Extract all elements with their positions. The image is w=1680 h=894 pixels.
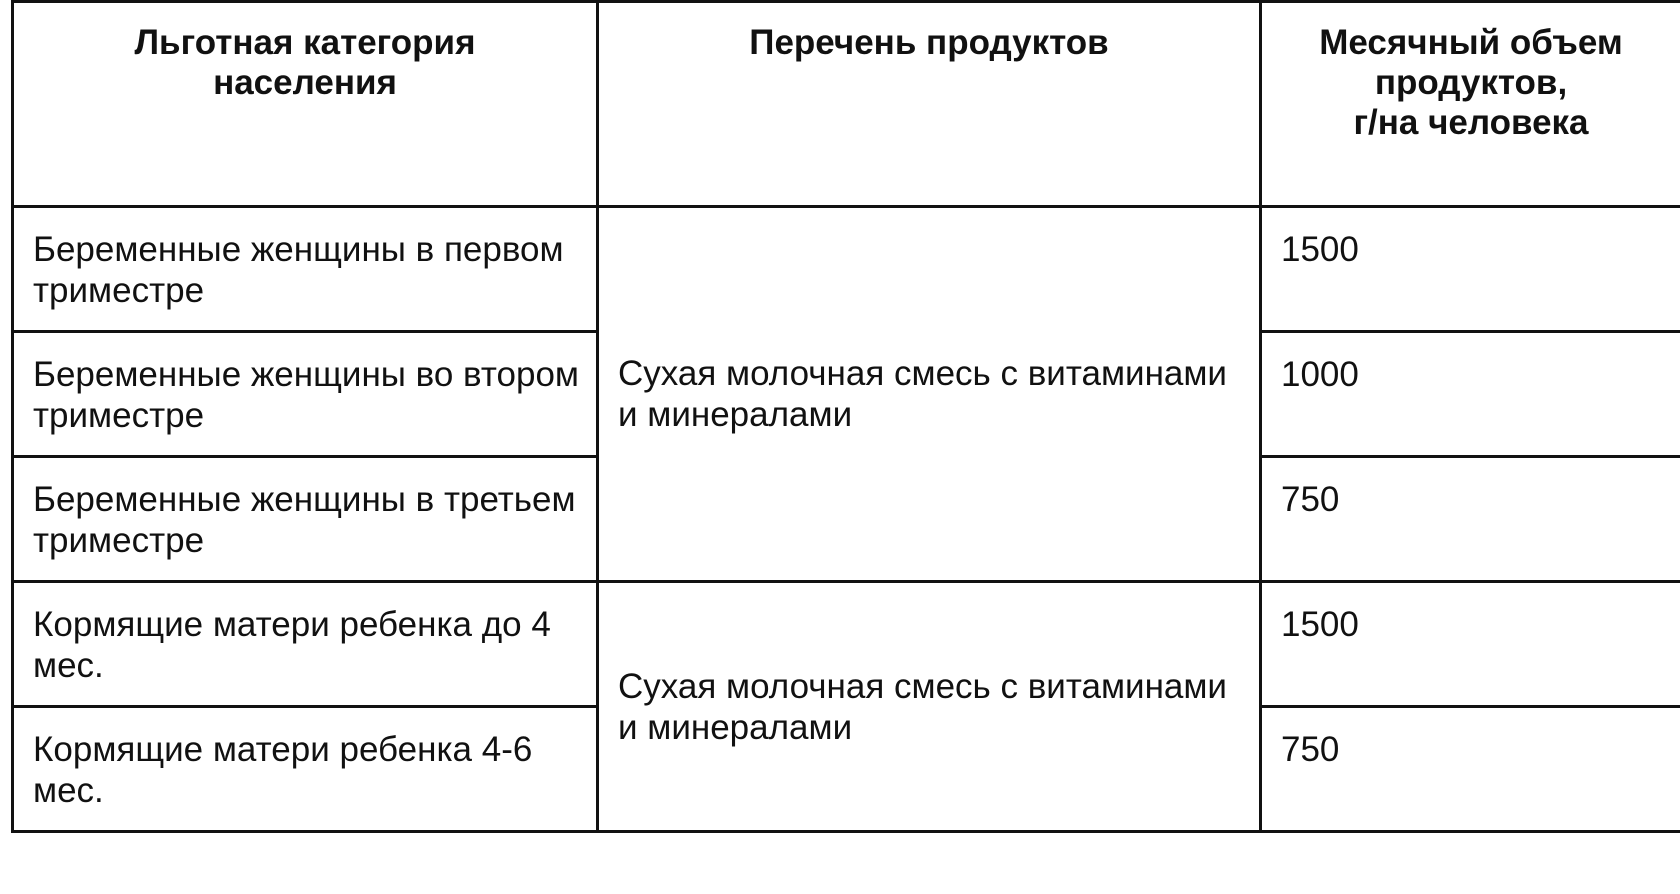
volume-cell: 750 — [1261, 707, 1680, 832]
volume-cell: 750 — [1261, 457, 1680, 582]
header-products: Перечень продуктов — [598, 2, 1261, 207]
category-cell: Беременные женщины в первом триместре — [13, 207, 598, 332]
category-cell: Кормящие матери ребенка 4-6 мес. — [13, 707, 598, 832]
product-cell: Сухая молочная смесь с витаминами и минералами — [598, 582, 1261, 832]
category-cell: Беременные женщины во втором триместре — [13, 332, 598, 457]
header-row — [13, 2, 1680, 207]
table-row — [13, 207, 1680, 332]
table-row — [13, 582, 1680, 707]
volume-cell: 1500 — [1261, 207, 1680, 332]
category-cell: Кормящие матери ребенка до 4 мес. — [13, 582, 598, 707]
benefits-table — [11, 0, 1680, 833]
volume-cell: 1500 — [1261, 582, 1680, 707]
header-category: Льготная категория населения — [13, 2, 598, 207]
product-cell: Сухая молочная смесь с витаминами и минералами — [598, 207, 1261, 582]
category-cell: Беременные женщины в третьем триместре — [13, 457, 598, 582]
volume-cell: 1000 — [1261, 332, 1680, 457]
header-monthly-volume: Месячный объем продуктов, г/на человека — [1261, 2, 1680, 207]
